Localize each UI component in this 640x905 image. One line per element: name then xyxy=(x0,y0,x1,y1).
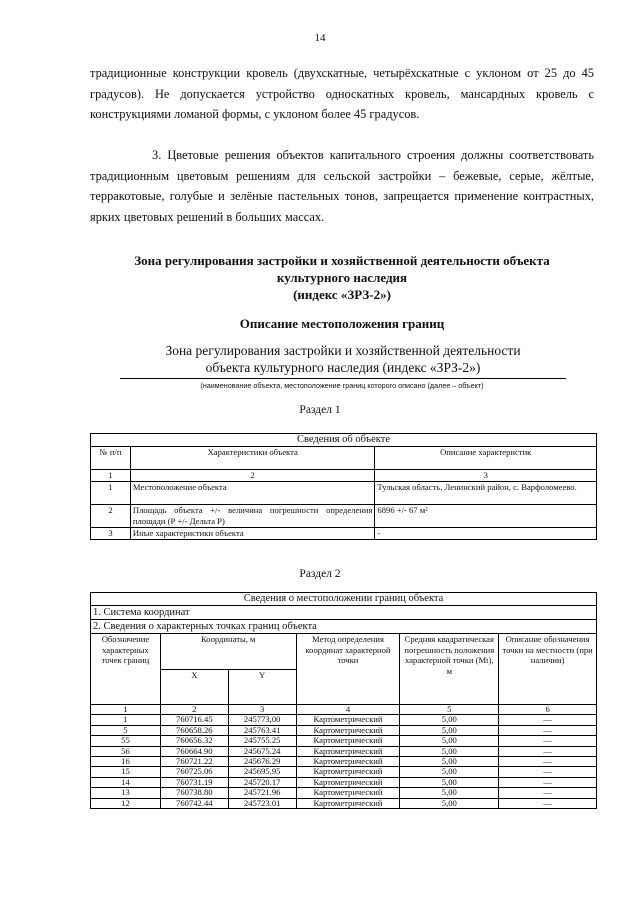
point-y: 245676.29 xyxy=(228,757,296,767)
col-number: 3 xyxy=(375,470,597,482)
table-row xyxy=(91,725,597,735)
col-number: 3 xyxy=(228,705,296,715)
point-id: 56 xyxy=(91,746,161,756)
point-precision: 5,00 xyxy=(400,777,499,787)
point-description: — xyxy=(499,767,597,777)
header-method: Метод определения координат характерной точки xyxy=(296,634,400,705)
point-method: Картометрический xyxy=(296,736,400,746)
point-method: Картометрический xyxy=(296,725,400,735)
page-number: 14 xyxy=(314,32,326,44)
table-row xyxy=(91,715,597,725)
points-info-label: 2. Сведения о характерных точках границ объекта xyxy=(91,620,597,634)
row-description: 6896 +/- 67 м² xyxy=(375,505,597,528)
point-y: 245695.95 xyxy=(228,767,296,777)
col-number: 6 xyxy=(499,705,597,715)
point-x: 760716.45 xyxy=(160,715,228,725)
zone-title-line3: (индекс «ЗРЗ-2») xyxy=(293,287,391,302)
object-info-table xyxy=(90,433,597,540)
point-precision: 5,00 xyxy=(400,736,499,746)
header-point: Обозначение характерных точек границ xyxy=(91,634,161,705)
point-y: 245721.96 xyxy=(228,788,296,798)
point-id: 1 xyxy=(91,715,161,725)
col-number: 2 xyxy=(160,705,228,715)
table-row xyxy=(91,798,597,808)
zone-title-line2: культурного наследия xyxy=(276,270,408,285)
col-number: 2 xyxy=(130,470,375,482)
point-x: 760738.80 xyxy=(160,788,228,798)
point-precision: 5,00 xyxy=(400,788,499,798)
col-number: 5 xyxy=(400,705,499,715)
boundary-points-table xyxy=(90,592,597,809)
point-method: Картометрический xyxy=(296,798,400,808)
object-info-caption: Сведения об объекте xyxy=(91,434,597,447)
point-description: — xyxy=(499,788,597,798)
point-method: Картометрический xyxy=(296,715,400,725)
point-x: 760658.26 xyxy=(160,725,228,735)
point-y: 245720.17 xyxy=(228,777,296,787)
point-description: — xyxy=(499,777,597,787)
header-coordinates: Координаты, м xyxy=(160,634,296,670)
header-description: Описание характеристик xyxy=(375,447,597,470)
point-description: — xyxy=(499,798,597,808)
point-id: 16 xyxy=(91,757,161,767)
boundary-caption: Сведения о местоположении границ объекта xyxy=(91,593,597,606)
object-caption: (наименование объекта, местоположение границ которого описано (далее – объект) xyxy=(200,381,484,390)
row-num: 2 xyxy=(91,505,131,528)
object-name-underline xyxy=(120,378,566,379)
header-characteristics: Характеристики объекта xyxy=(130,447,375,470)
point-id: 15 xyxy=(91,767,161,777)
table-row xyxy=(91,505,597,528)
point-precision: 5,00 xyxy=(400,715,499,725)
point-y: 245675.24 xyxy=(228,746,296,756)
object-name xyxy=(120,342,566,376)
col-number: 1 xyxy=(91,705,161,715)
point-description: — xyxy=(499,715,597,725)
point-id: 12 xyxy=(91,798,161,808)
point-precision: 5,00 xyxy=(400,798,499,808)
object-name-line2: объекта культурного наследия (индекс «ЗРЗ-2») xyxy=(205,360,481,375)
table-row xyxy=(91,746,597,756)
header-num: № п/п xyxy=(91,447,131,470)
point-x: 760721.22 xyxy=(160,757,228,767)
point-method: Картометрический xyxy=(296,767,400,777)
row-description: - xyxy=(375,528,597,540)
point-precision: 5,00 xyxy=(400,767,499,777)
point-precision: 5,00 xyxy=(400,746,499,756)
point-y: 245723.01 xyxy=(228,798,296,808)
point-x: 760731.19 xyxy=(160,777,228,787)
header-point-description: Описание обозначения точки на местности (при наличии) xyxy=(499,634,597,705)
point-description: — xyxy=(499,757,597,767)
point-x: 760656.32 xyxy=(160,736,228,746)
col-number: 4 xyxy=(296,705,400,715)
point-x: 760742.44 xyxy=(160,798,228,808)
boundaries-heading: Описание местоположения границ xyxy=(239,316,445,331)
paragraph-roofs: традиционные конструкции кровель (двухскатные, четырёхскатные с уклоном от 25 до 45 градусов). Не допускается устройство односкатных кровель, мансардных кровель с конструкциями ломаной формы, с уклоном более 45 градусов. xyxy=(90,66,594,121)
table-row xyxy=(91,777,597,787)
point-precision: 5,00 xyxy=(400,725,499,735)
table-row xyxy=(91,736,597,746)
point-x: 760725.06 xyxy=(160,767,228,777)
point-precision: 5,00 xyxy=(400,757,499,767)
table-row xyxy=(91,757,597,767)
point-description: — xyxy=(499,725,597,735)
object-name-line1: Зона регулирования застройки и хозяйственной деятельности xyxy=(165,343,521,358)
paragraph-colors: 3. Цветовые решения объектов капитального строения должны соответствовать традиционным цветовым решениям для сельской застройки – бежевые, серые, жёлтые, терракотовые, голубые и зелёные пастельных тонов, запрещается применение контрастных, ярких цветовых решений в больших массах. xyxy=(90,148,594,224)
table-row xyxy=(91,767,597,777)
table-row xyxy=(91,528,597,540)
point-method: Картометрический xyxy=(296,788,400,798)
point-y: 245773,00 xyxy=(228,715,296,725)
point-method: Картометрический xyxy=(296,746,400,756)
row-num: 3 xyxy=(91,528,131,540)
zone-title-line1: Зона регулирования застройки и хозяйственной деятельности объекта xyxy=(134,253,550,268)
header-precision: Средняя квадратическая погрешность положения характерной точки (Mt), м xyxy=(400,634,499,705)
section2-label: Раздел 2 xyxy=(299,568,341,580)
point-description: — xyxy=(499,736,597,746)
header-x: X xyxy=(160,669,228,705)
zone-title xyxy=(90,252,594,303)
header-y: Y xyxy=(228,669,296,705)
row-num: 1 xyxy=(91,482,131,505)
point-id: 14 xyxy=(91,777,161,787)
point-method: Картометрический xyxy=(296,757,400,767)
table-row xyxy=(91,788,597,798)
row-characteristic: Иные характеристики объекта xyxy=(130,528,375,540)
coordinate-system-label: 1. Система координат xyxy=(91,606,597,620)
point-y: 245763.41 xyxy=(228,725,296,735)
point-description: — xyxy=(499,746,597,756)
point-id: 5 xyxy=(91,725,161,735)
section1-label: Раздел 1 xyxy=(299,404,341,416)
point-y: 245755.25 xyxy=(228,736,296,746)
col-number: 1 xyxy=(91,470,131,482)
point-id: 13 xyxy=(91,788,161,798)
table-row xyxy=(91,482,597,505)
row-characteristic: Площадь объекта +/- величина погрешности определения площади (Р +/- Дельта Р) xyxy=(130,505,375,528)
row-description: Тульская область, Ленинский район, с. Варфоломеево. xyxy=(375,482,597,505)
point-id: 55 xyxy=(91,736,161,746)
row-characteristic: Местоположение объекта xyxy=(130,482,375,505)
point-method: Картометрический xyxy=(296,777,400,787)
point-x: 760664.90 xyxy=(160,746,228,756)
